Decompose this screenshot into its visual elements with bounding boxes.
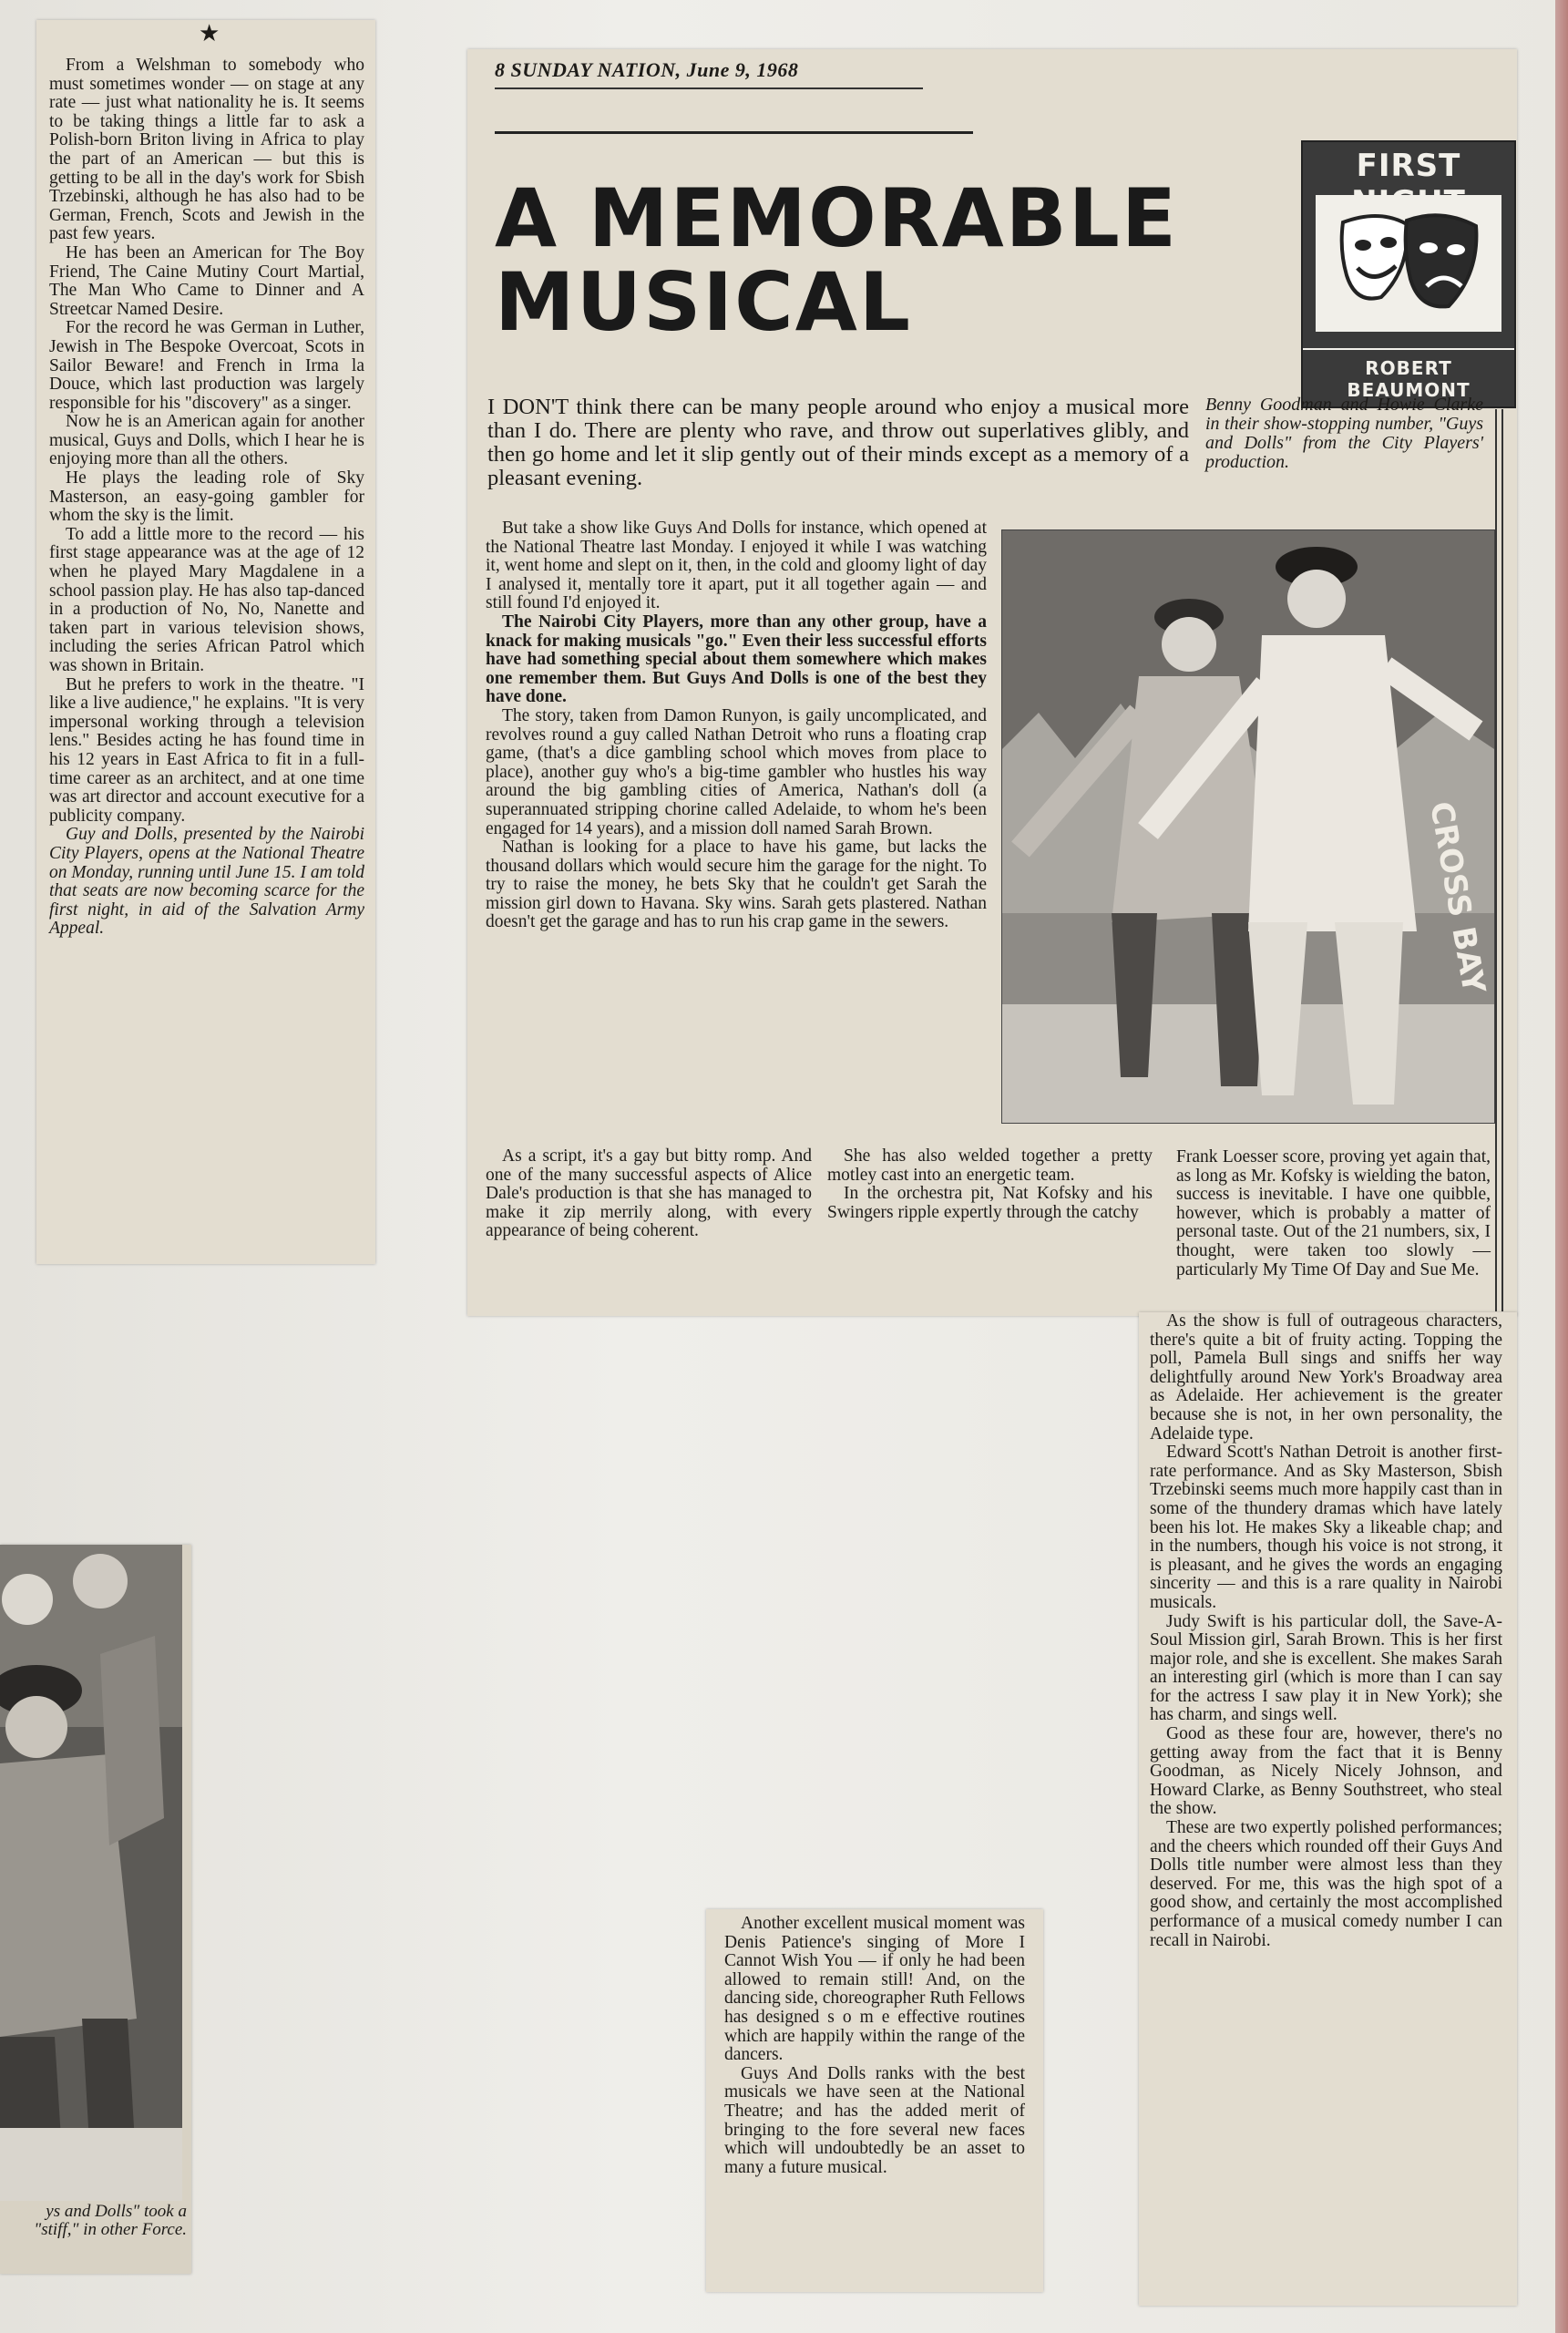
headline: A MEMORABLE MUSICAL [495,171,1178,349]
article-paragraph: Good as these four are, however, there's no getting away from the fact that it is Benny Goodman, as Nicely Nicely Johnson, and Howard Clarke, as Benny Southstreet, who steal the show. [1150,1724,1502,1819]
article-paragraph: As the show is full of outrageous characters, there's quite a bit of fruity acting. Topping the poll, Pamela Bull sings and sniffs her way delightfully around New York's Broadway area as Adelaide. Her achievement is the greater because she is not, in her own personality, the Adelaide type. [1150,1311,1502,1444]
sidebar-text [49,57,364,939]
article-intro [487,396,1189,490]
sidebar-paragraph: But he prefers to work in the theatre. "I like a live audience," he explains. "It is very impersonal working through a television lens." Besides acting he has found time in his 12 years in East Africa to fit in a full-time career as an architect, and at one time was art director and account executive for a publicity company. [49,674,364,826]
article-column-1 [486,519,987,932]
article-column-mid [724,1915,1025,2177]
column-rule [1495,409,1503,1311]
star-ornament: ★ [199,20,220,46]
cast-photo [0,1545,182,2201]
sidebar-clipping [36,20,375,1264]
article-paragraph: The story, taken from Damon Runyon, is gaily uncomplicated, and revolves round a guy called Nathan Detroit who runs a floating crap game, (that's a dice gambling school which moves from place to place), another guy who's a big-time gambler who hustles his way around the big gambling cities of America, Nathan's doll (a superannuated stripping chorine called Adelaide, to whom he's been engaged for 14 years), and a mission doll named Sarah Brown. [486,705,987,838]
article-paragraph: As a script, it's a gay but bitty romp. And one of the many successful aspects of Alice Dale's production is that she has managed to make it zip merrily along, with every appearance of being coherent. [486,1146,812,1241]
svg-text:CROSS BAY: CROSS BAY [1422,798,1492,997]
sidebar-paragraph: For the record he was German in Luther, Jewish in The Bespoke Overcoat, Scots in Sailor Beware! and French in Irma la Douce, which last production was largely responsible for his "discovery" as a singer. [49,318,364,413]
article-column-4 [1176,1148,1491,1280]
article-paragraph: Frank Loesser score, proving yet again that, as long as Mr. Kofsky is wielding the baton, success is inevitable. I have one quibble, however, which is probably a matter of personal taste. Out of the 21 numbers, six, I thought, were taken too slowly — particularly My Time Of Day and Sue Me. [1176,1147,1491,1280]
dateline-rule [495,87,923,89]
sidebar-paragraph: Guy and Dolls, presented by the Nairobi City Players, opens at the National Theatre on Monday, running until June 15. I am told that seats are now becoming scarce for the first night, in aid of the Salvation Army Appeal. [49,825,364,939]
intro-paragraph: I DON'T think there can be many people around who enjoy a musical more than I do. There are plenty who rave, and throw out superlatives glibly, and then go home and let it slip gently out of their minds except as a memory of a pleasant evening. [487,395,1189,490]
sidebar-paragraph: To add a little more to the record — his first stage appearance was at the age of 12 when he played Mary Magdalene in a school passion play. He has also tap-danced in a production of No, No, Nanette and taken part in various television shows, including the series African Patrol which was shown in Britain. [49,524,364,675]
article-continuation-clipping-2 [706,1909,1043,2292]
sidebar-paragraph: From a Welshman to somebody who must sometimes wonder — on stage at any rate — just what nationality he is. It seems to be taking things a little far to ask a Polish-born Briton living in Africa to play the part of an American — but this is getting to be all in the day's work for Sbish Trzebinski, although he has also had to be German, French, Scots and Jewish in the past few years. [49,56,364,244]
photo-caption: Benny Goodman and Howie Clarke in their show-stopping number, "Guys and Dolls" from the City Players' production. [1205,395,1483,472]
sidebar-paragraph: He has been an American for The Boy Friend, The Caine Mutiny Court Martial, The Man Who Came to Dinner and A Streetcar Named Desire. [49,242,364,319]
second-photo-clipping [0,1545,191,2274]
article-column-3 [827,1147,1153,1222]
article-paragraph: The Nairobi City Players, more than any other group, have a knack for making musicals "go." Even their less successful efforts have had something special about them somewhere which makes one remember them. But Guys And Dolls is one of the best they have done. [486,612,987,707]
article-continuation-clipping [1139,1312,1517,2306]
badge-author: ROBERT BEAUMONT [1303,348,1514,401]
article-clipping [467,49,1517,1316]
performers-photo [1001,529,1495,1124]
second-photo-caption: ys and Dolls" took a "stiff," in other Force. [34,2202,187,2239]
sidebar-paragraph: Now he is an American again for another musical, Guys and Dolls, which I hear he is enjoying more than all the others. [49,412,364,469]
article-paragraph: But take a show like Guys And Dolls for instance, which opened at the National Theatre last Monday. I enjoyed it while I was watching it, went home and slept on it, then, in the cold and gloomy light of day I analysed it, mentally tore it apart, put it all together again — and still found I'd enjoyed it. [486,519,987,613]
sidebar-paragraph: He plays the leading role of Sky Masterson, an easy-going gambler for whom the sky is the limit. [49,468,364,526]
article-column-right [1150,1312,1502,1950]
article-paragraph: Judy Swift is his particular doll, the Save-A-Soul Mission girl, Sarah Brown. This is her first major role, and she is excellent. She makes Sarah an interesting girl (which is more than I can say for the actress I saw play it in New York); she has charm, and sings well. [1150,1611,1502,1725]
badge-title: FIRST [1356,148,1461,184]
dateline: 8 SUNDAY NATION, June 9, 1968 [495,58,799,81]
article-paragraph: Edward Scott's Nathan Detroit is another first-rate performance. And as Sky Masterson, Sbish Trzebinski seems much more happily cast than in some of the thundery dramas which have lately been his lot. He makes Sky a likeable chap; and in the numbers, though his voice is not strong, it is pleasant, and he gives the words an engaging sincerity — and this is a rare quality in Nairobi musicals. [1150,1443,1502,1612]
article-paragraph: These are two expertly polished performances; and the cheers which rounded off their Guys And Dolls title number were almost less than they deserved. For me, this was the high spot of a good show, and certainly the most accomplished performance of a musical comedy number I can recall in Nairobi. [1150,1818,1502,1950]
article-column-2 [486,1147,812,1241]
article-paragraph: In the orchestra pit, Nat Kofsky and his Swingers ripple expertly through the catchy [827,1184,1153,1222]
theatre-masks-icon [1316,195,1501,332]
first-night-badge [1301,140,1516,408]
article-paragraph: Another excellent musical moment was Denis Patience's singing of More I Cannot Wish You — if only he had been allowed to remain still! And, on the dancing side, choreographer Ruth Fellows has designed s o m e effective routines which are happily within the range of the dancers. [724,1914,1025,2065]
headline-rule [495,131,973,134]
article-paragraph: Guys And Dolls ranks with the best musicals we have seen at the National Theatre; and has the added merit of bringing to the fore several new faces which will undoubtedly be an asset to many a future musical. [724,2063,1025,2177]
page-edge [1555,0,1568,2333]
article-paragraph: Nathan is looking for a place to have his game, but lacks the thousand dollars which would secure him the garage for the night. To try to raise the money, he bets Sky that he couldn't get Sarah the mission girl down to Havana. Sky wins. Sarah gets plastered. Nathan doesn't get the garage and has to run his crap game in the sewers. [486,838,987,932]
article-paragraph: She has also welded together a pretty motley cast into an energetic team. [827,1146,1153,1185]
